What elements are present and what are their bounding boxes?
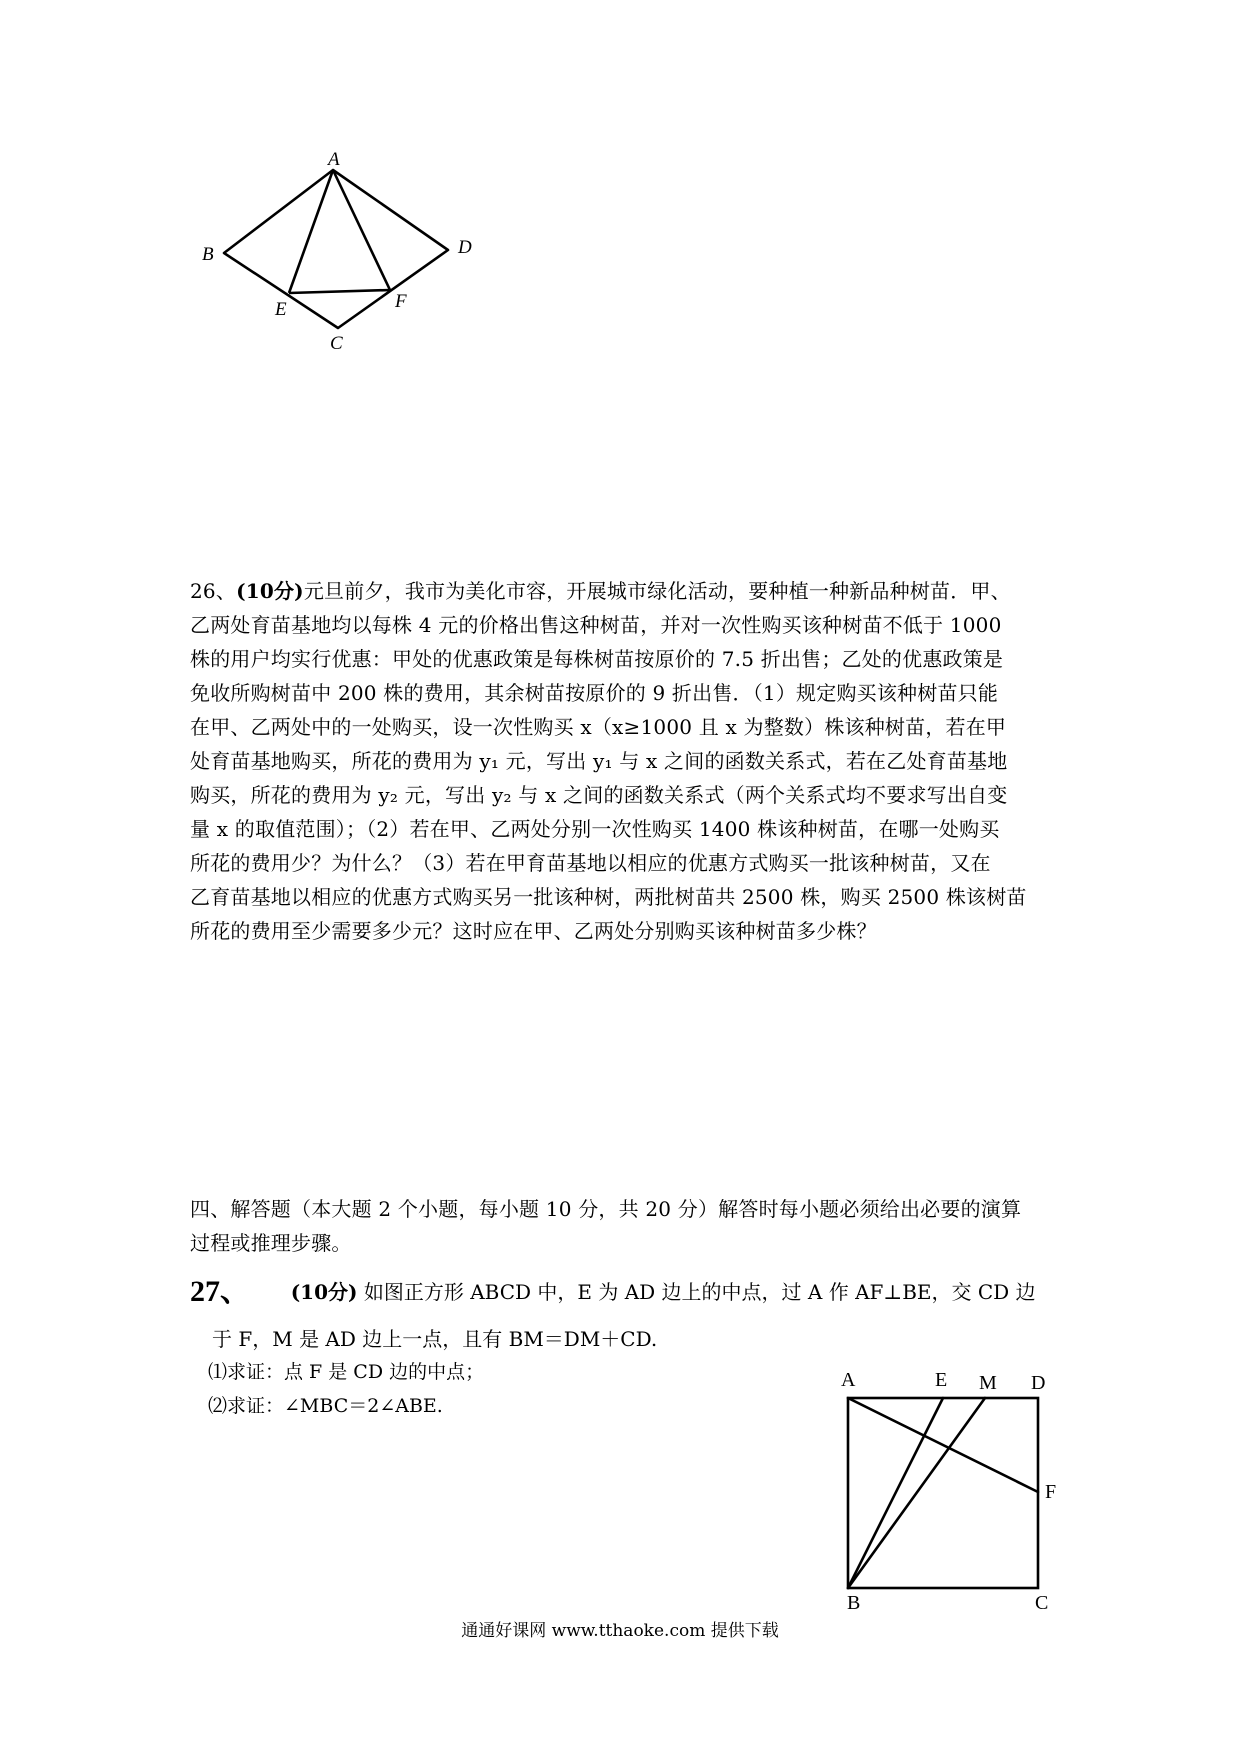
label-C: C <box>330 333 343 354</box>
q26-line-11: 所花的费用至少需要多少元？这时应在甲、乙两处分别购买该种树苗多少株？ <box>190 919 877 943</box>
q26-line-6: 处育苗基地购买，所花的费用为 y₁ 元，写出 y₁ 与 x 之间的函数关系式，若在乙处育苗基地 <box>190 749 1008 773</box>
segment-AF <box>333 170 390 290</box>
label-D: D <box>1031 1372 1046 1394</box>
q27-score: (10分) <box>290 1280 358 1304</box>
segment-AE <box>289 170 333 293</box>
q27-subquestion-1: ⑴求证：点 F 是 CD 边的中点； <box>208 1361 485 1383</box>
label-D: D <box>458 237 472 258</box>
q27-text-2: 于 F，M 是 AD 边上一点，且有 BM＝DM＋CD. <box>212 1327 658 1351</box>
label-A: A <box>328 149 340 170</box>
section-4-line-2: 过程或推理步骤。 <box>190 1231 352 1255</box>
label-M: M <box>979 1372 997 1394</box>
q26-line-3: 株的用户均实行优惠：甲处的优惠政策是每株树苗按原价的 7.5 折出售；乙处的优惠政策是 <box>190 647 1004 671</box>
segment-EF <box>289 290 390 293</box>
q26-text-1: 元旦前夕，我市为美化市容，开展城市绿化活动，要种植一种新品种树苗．甲、 <box>303 579 1011 603</box>
q26-score: (10分) <box>236 579 304 603</box>
label-B: B <box>847 1592 861 1614</box>
label-F: F <box>395 291 407 312</box>
quadrilateral-ABCD <box>224 170 448 328</box>
q27-text-1: 如图正方形 ABCD 中，E 为 AD 边上的中点，过 A 作 AF⊥BE，交 CD 边 <box>363 1280 1036 1304</box>
label-E: E <box>935 1369 948 1391</box>
q26-line-8: 量 x 的取值范围）；（2）若在甲、乙两处分别一次性购买 1400 株该种树苗，在哪一处购买 <box>190 817 1000 841</box>
section-4-instructions <box>190 1192 1060 1260</box>
label-F: F <box>1045 1481 1057 1503</box>
q26-line-7: 购买，所花的费用为 y₂ 元，写出 y₂ 与 x 之间的函数关系式（两个关系式均不要求写出自变 <box>190 783 1008 807</box>
footer-source: 通通好课网 www.tthaoke.com 提供下载 <box>461 1621 779 1641</box>
label-A: A <box>841 1369 856 1391</box>
section-4-line-1: 四、解答题（本大题 2 个小题，每小题 10 分，共 20 分）解答时每小题必须给出必要的演算 <box>190 1197 1022 1221</box>
q26-line-10: 乙育苗基地以相应的优惠方式购买另一批该种树，两批树苗共 2500 株，购买 2500 株该树苗 <box>190 885 1027 909</box>
label-E: E <box>275 299 287 320</box>
q26-line-2: 乙两处育苗基地均以每株 4 元的价格出售这种树苗，并对一次性购买该种树苗不低于 1000 <box>190 613 1002 637</box>
q27-number: 27、 <box>190 1275 250 1308</box>
q26-line-9: 所花的费用少？为什么？（3）若在甲育苗基地以相应的优惠方式购买一批该种树苗，又在 <box>190 851 991 875</box>
q26-line-1 <box>190 574 1060 608</box>
q26-number: 26、 <box>190 579 237 603</box>
q26-line-5: 在甲、乙两处中的一处购买，设一次性购买 x（x≥1000 且 x 为整数）株该种树苗，若在甲 <box>190 715 1007 739</box>
segment-BM <box>848 1398 985 1588</box>
question-26 <box>190 574 1060 948</box>
square-diagram <box>835 1370 1070 1610</box>
label-B: B <box>202 244 214 265</box>
question-27-heading <box>190 1275 1036 1309</box>
segment-AF <box>848 1398 1038 1492</box>
q26-line-4: 免收所购树苗中 200 株的费用，其余树苗按原价的 9 折出售．（1）规定购买该种树苗只能 <box>190 681 999 705</box>
square-ABCD <box>848 1398 1038 1588</box>
segment-BE <box>848 1398 943 1588</box>
q27-subquestion-2: ⑵求证：∠MBC＝2∠ABE. <box>208 1395 443 1417</box>
geometry-figure-square <box>835 1369 1070 1614</box>
geometry-figure-quadrilateral <box>190 150 490 365</box>
label-C: C <box>1035 1592 1049 1614</box>
